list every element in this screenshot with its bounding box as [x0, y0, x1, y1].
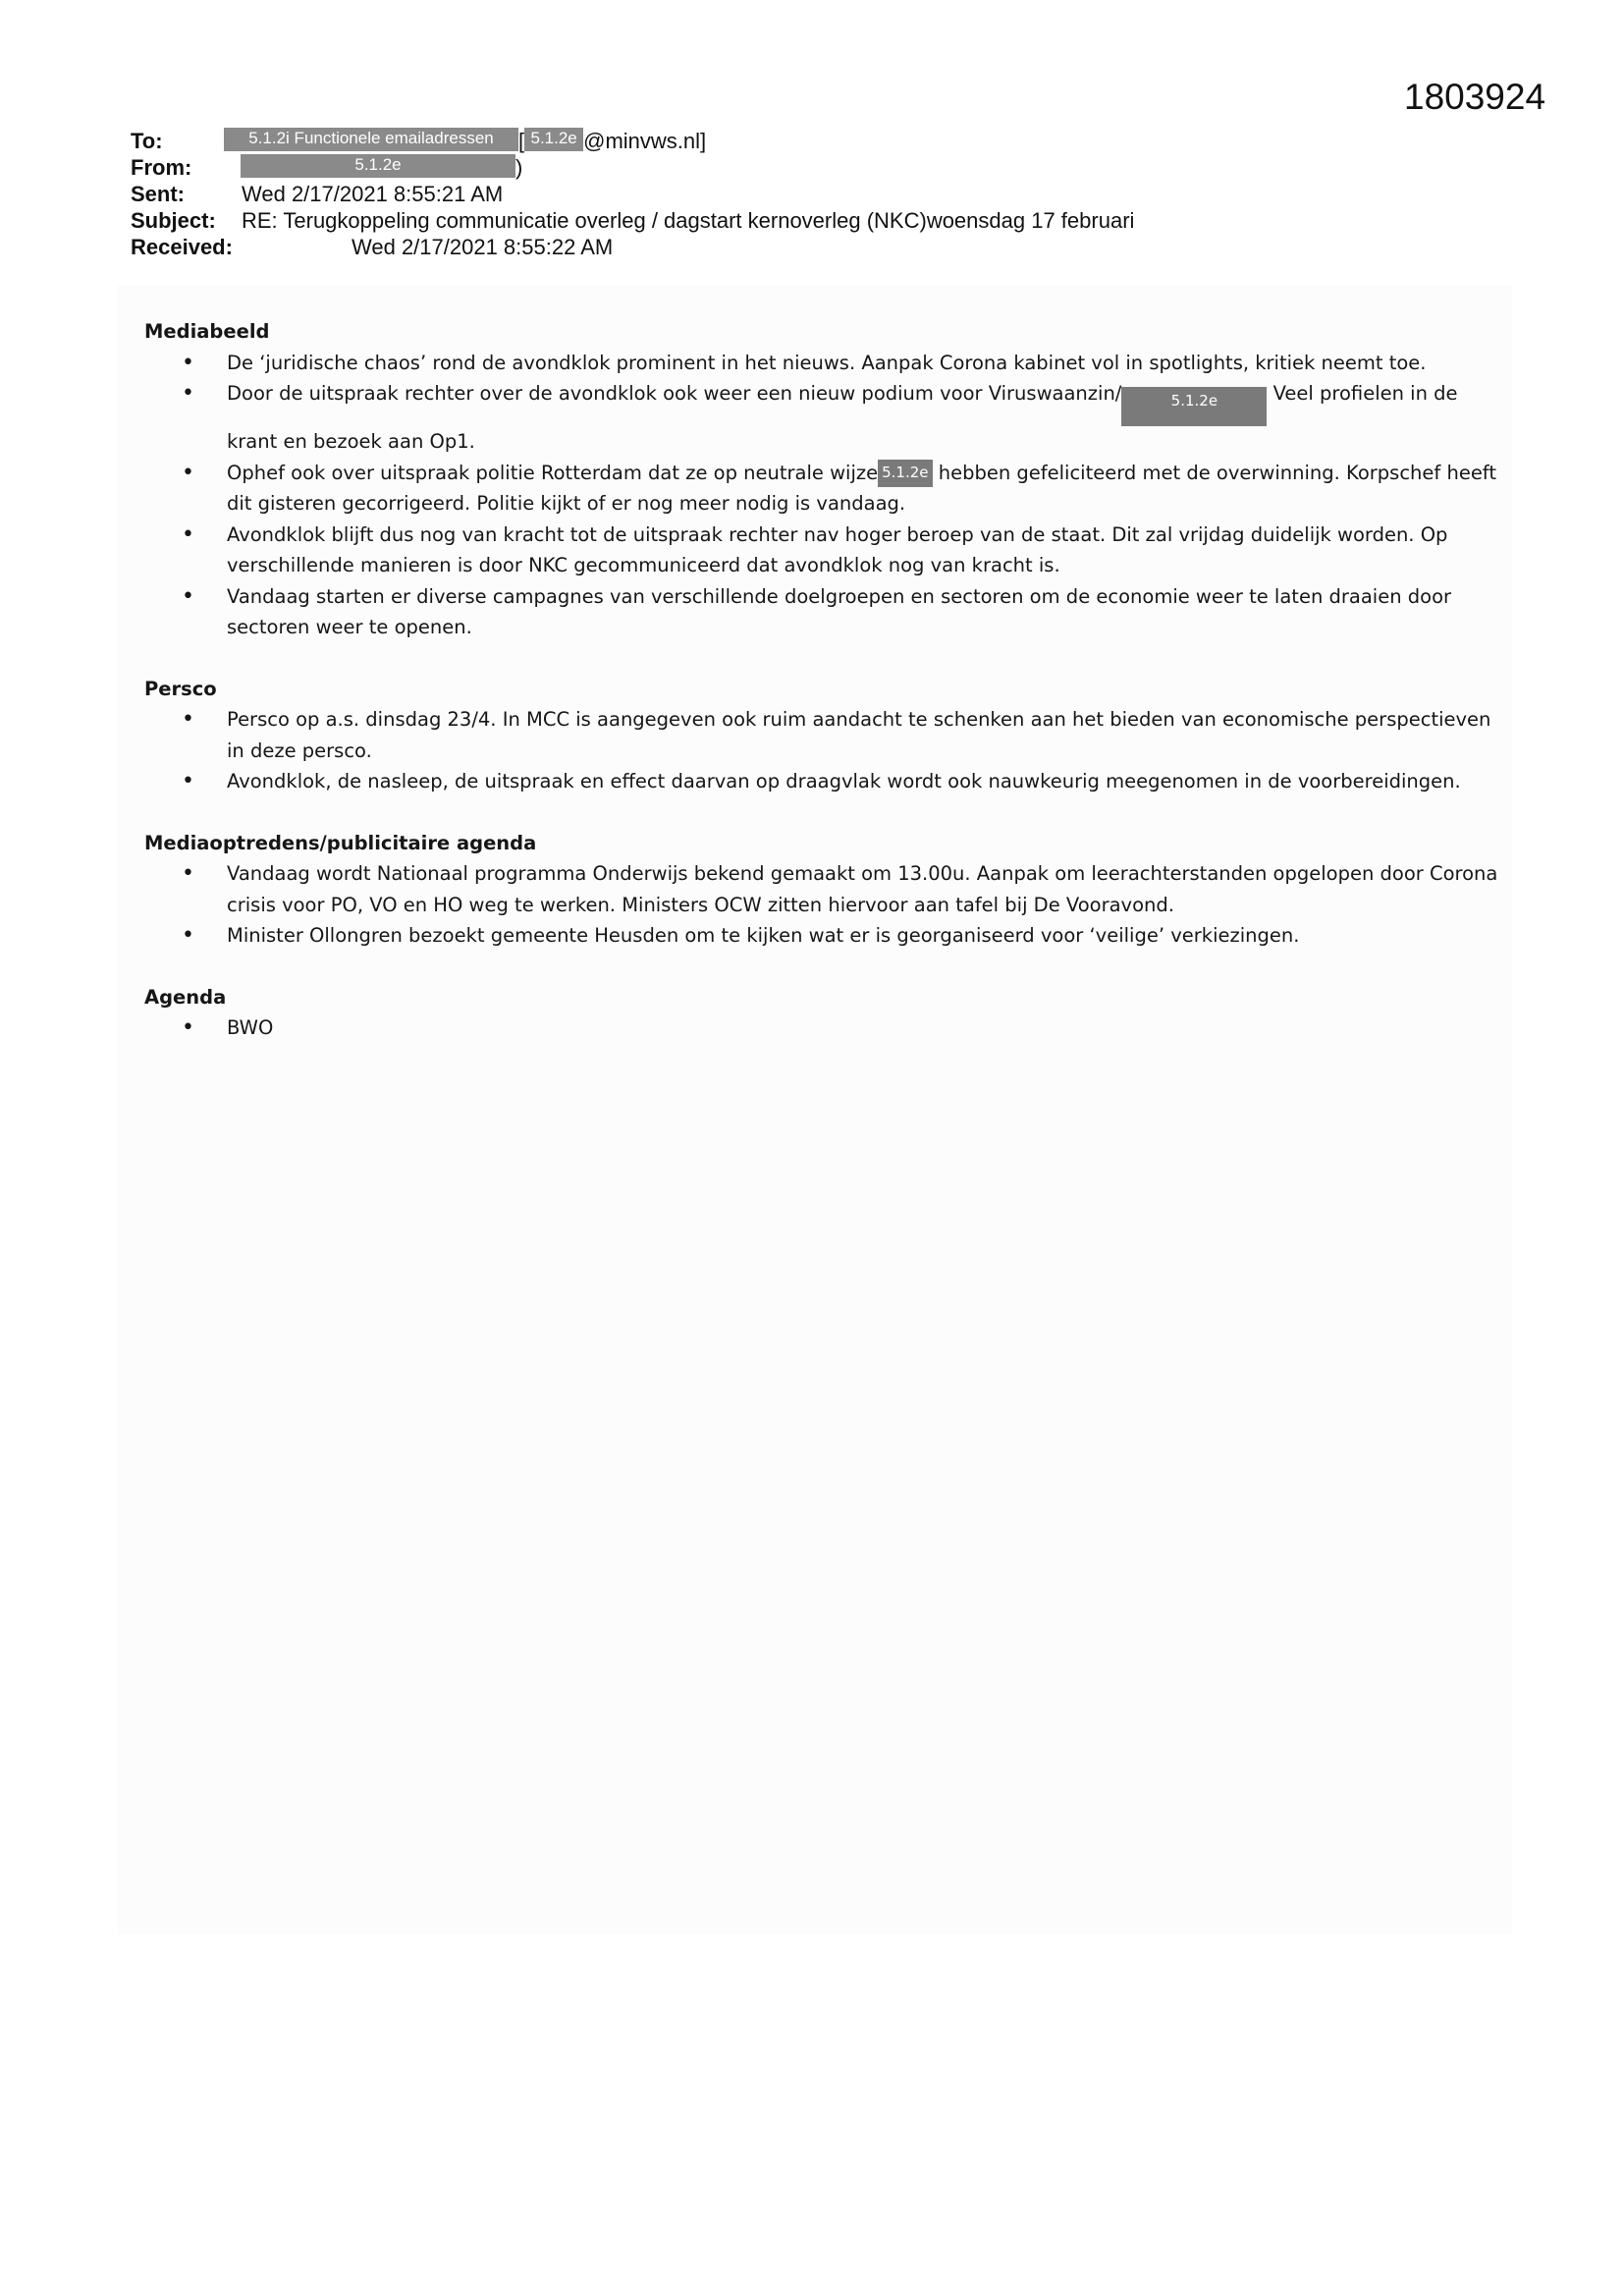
redaction-box: 5.1.2e	[1121, 387, 1267, 426]
from-value	[241, 154, 522, 181]
list-item: • Persco op a.s. dinsdag 23/4. In MCC is aangegeven ook ruim aandacht te schenken aan het bieden van economische perspectieven in deze persco.	[144, 704, 1499, 766]
redaction-box: 5.1.2e	[878, 460, 932, 487]
section-title: Persco	[144, 677, 217, 700]
subject-label: Subject:	[131, 208, 216, 233]
section-title: Mediabeeld	[144, 320, 270, 343]
list-item: • Vandaag wordt Nationaal programma Onderwijs bekend gemaakt om 13.00u. Aanpak om leerachterstanden opgelopen door Corona crisis voor PO, VO en HO weg te werken. Ministers OCW zitten hiervoor aan tafel bij De Vooravond.	[144, 858, 1499, 920]
item-text: hebben gefeliciteerd met de overwinning. Korpschef heeft dit gisteren gecorrigeerd. Politie kijkt of er nog meer nodig is vandaag.	[227, 461, 1496, 515]
to-row	[131, 128, 1407, 154]
bullet-list	[144, 704, 1499, 797]
bullet-list	[144, 858, 1499, 952]
received-label: Received:	[131, 235, 233, 259]
redaction-box: 5.1.2e	[524, 128, 583, 151]
list-item: • BWO	[144, 1012, 1499, 1044]
to-bracket: [	[518, 129, 525, 153]
section-persco	[144, 674, 1499, 797]
document-number: 1803924	[1404, 77, 1546, 117]
sent-row	[131, 181, 1407, 207]
to-value	[224, 128, 706, 154]
list-item	[144, 378, 1499, 458]
from-row	[131, 154, 1407, 181]
subject-value: RE: Terugkoppeling communicatie overleg / dagstart kernoverleg (NKC)woensdag 17 februari	[242, 208, 1135, 233]
list-item: • Avondklok blijft dus nog van kracht tot de uitspraak rechter nav hoger beroep van de staat. Dit zal vrijdag duidelijk worden. Op verschillende manieren is door NKC gecommuniceerd dat avondklok nog van kracht is.	[144, 519, 1499, 581]
section-title: Agenda	[144, 985, 227, 1009]
bullet-list	[144, 348, 1499, 643]
list-item: • Minister Ollongren bezoekt gemeente Heusden om te kijken wat er is georganiseerd voor ‘veilige’ verkiezingen.	[144, 920, 1499, 952]
sent-value: Wed 2/17/2021 8:55:21 AM	[242, 182, 504, 206]
section-mediabeeld	[144, 316, 1499, 643]
from-close: )	[515, 155, 523, 180]
email-header	[131, 128, 1407, 260]
to-label: To:	[131, 129, 163, 153]
section-agenda	[144, 982, 1499, 1044]
section-title: Mediaoptredens/publicitaire agenda	[144, 831, 537, 854]
received-value: Wed 2/17/2021 8:55:22 AM	[352, 235, 614, 259]
list-item: • Avondklok, de nasleep, de uitspraak en effect daarvan op draagvlak wordt ook nauwkeurig meegenomen in de voorbereidingen.	[144, 766, 1499, 797]
redaction-box: 5.1.2e	[241, 154, 515, 178]
sent-label: Sent:	[131, 182, 185, 206]
list-item: • Vandaag starten er diverse campagnes van verschillende doelgroepen en sectoren om de economie weer te laten draaien door sectoren weer te openen.	[144, 581, 1499, 643]
item-text: Veel profielen in de krant en bezoek aan Op1.	[227, 382, 1458, 453]
section-mediaoptredens	[144, 828, 1499, 952]
received-row	[131, 234, 1407, 260]
message-body	[144, 316, 1499, 1074]
list-item: • De ‘juridische chaos’ rond de avondklok prominent in het nieuws. Aanpak Corona kabinet vol in spotlights, kritiek neemt toe.	[144, 348, 1499, 379]
to-domain: @minvws.nl]	[583, 129, 707, 153]
item-text: Door de uitspraak rechter over de avondklok ook weer een nieuw podium voor Viruswaanzin/	[227, 382, 1122, 405]
redaction-box: 5.1.2i Functionele emailadressen	[224, 128, 518, 151]
item-text: Ophef ook over uitspraak politie Rotterdam dat ze op neutrale wijze	[227, 461, 879, 484]
subject-row	[131, 207, 1407, 234]
list-item	[144, 458, 1499, 519]
from-label: From:	[131, 155, 192, 180]
bullet-list	[144, 1012, 1499, 1044]
